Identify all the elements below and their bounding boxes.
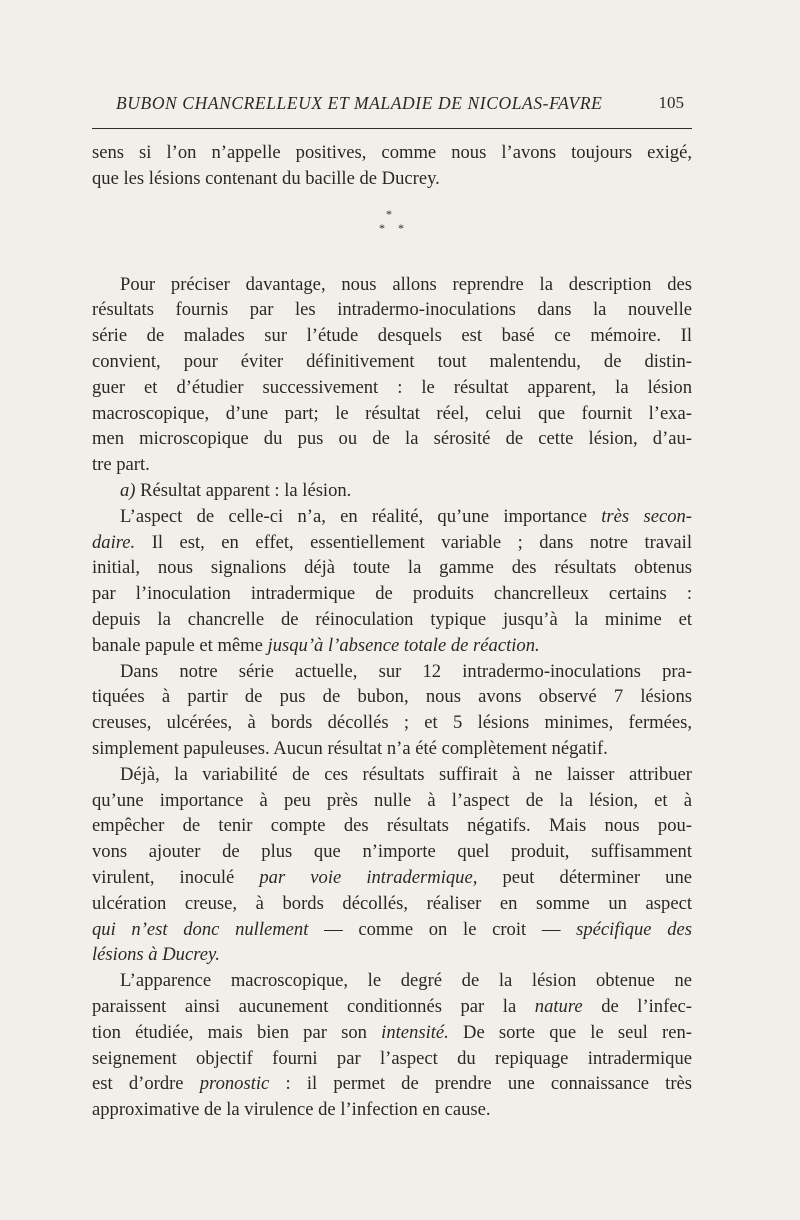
text-line: qu’une importance à peu près nulle à l’aspect de la lésion, et à [92, 789, 692, 811]
italic-segment: jusqu’à l’absence totale de réaction. [267, 634, 540, 656]
text-line: empêcher de tenir compte des résultats négatifs. Mais nous pou- [92, 815, 692, 837]
text-line: sens si l’on n’appelle positives, comme nous l’avons toujours exigé, [92, 142, 692, 163]
text-line: Dans notre série actuelle, sur 12 intradermo-inoculations pra- [120, 660, 692, 682]
text-line: men microscopique du pus ou de la sérosité de cette lésion, d’au- [92, 428, 692, 450]
italic-segment: intensité. [381, 1021, 449, 1043]
text-segment: banale papule et même [92, 634, 268, 656]
text-line: série de malades sur l’étude desquels est basé ce mémoire. Il [92, 325, 692, 347]
text-line [92, 865, 692, 891]
text-line: depuis la chancrelle de réinoculation typique jusqu’à la minime et [92, 608, 692, 630]
text-line [92, 994, 692, 1020]
text-line: creuses, ulcérées, à bords décollés ; et 5 lésions minimes, fermées, [92, 712, 692, 734]
text-line: par l’inoculation intradermique de produits chancrelleux certains : [92, 583, 692, 605]
section-heading [92, 478, 692, 504]
text-line: seignement objectif fourni par l’aspect du repiquage intradermique [92, 1047, 692, 1069]
text-line: simplement papuleuses. Aucun résultat n’a été complètement négatif. [92, 737, 608, 759]
italic-segment: pronostic [199, 1073, 270, 1095]
text-line: que les lésions contenant du bacille de Ducrey. [92, 167, 440, 189]
text-line [92, 504, 692, 530]
text-line [92, 1020, 692, 1046]
italic-segment: nature [534, 995, 583, 1017]
text-line: convient, pour éviter définitivement tout malentendu, de distin- [92, 350, 692, 372]
text-line [92, 1071, 692, 1097]
italic-segment: très secon- [601, 505, 692, 527]
italic-segment: qui n’est donc nullement [92, 918, 309, 940]
text-segment: peut déterminer une [477, 866, 692, 888]
running-title: BUBON CHANCRELLEUX ET MALADIE DE NICOLAS-FAVRE [116, 93, 603, 113]
running-header [100, 93, 690, 119]
text-line: initial, nous signalions déjà toute la gamme des résultats obtenus [92, 557, 692, 579]
italic-segment: lésions à Ducrey. [92, 944, 220, 966]
text-segment: paraissent ainsi aucunement conditionnés par la [92, 995, 535, 1017]
text-segment: De sorte que le seul ren- [448, 1021, 692, 1043]
asterism-divider [92, 198, 692, 246]
text-segment: de l’infec- [582, 995, 692, 1017]
text-line: ulcération creuse, à bords décollés, réaliser en somme un aspect [92, 892, 692, 914]
text-line: tiquées à partir de pus de bubon, nous avons observé 7 lésions [92, 686, 692, 708]
text-segment: : il permet de prendre une connaissance très [269, 1073, 693, 1095]
section-letter: a) [120, 479, 136, 501]
text-segment: virulent, inoculé [92, 866, 260, 888]
text-line: tre part. [92, 454, 150, 476]
italic-segment: par voie intradermique, [259, 866, 478, 888]
text-segment: Il est, en effet, essentiellement variable ; dans notre travail [135, 531, 692, 553]
text-line: guer et d’étudier successivement : le résultat apparent, la lésion [92, 376, 692, 398]
text-line [92, 917, 692, 943]
page-number: 105 [658, 93, 684, 112]
text-line: vons ajouter de plus que n’importe quel produit, suffisamment [92, 841, 692, 863]
header-rule [92, 128, 692, 129]
text-line [92, 633, 692, 659]
text-line: résultats fournis par les intradermo-inoculations dans la nouvelle [92, 299, 692, 321]
text-line: macroscopique, d’une part; le résultat réel, celui que fournit l’exa- [92, 402, 692, 424]
body-text [92, 140, 692, 1123]
text-line: L’apparence macroscopique, le degré de la lésion obtenue ne [120, 970, 692, 992]
text-line [92, 530, 692, 556]
asterism-star: * [386, 206, 392, 221]
section-title: Résultat apparent : la lésion. [135, 479, 352, 501]
text-segment: — comme on le croit — [308, 918, 577, 940]
text-segment: L’aspect de celle-ci n’a, en réalité, qu’une importance [120, 505, 602, 527]
text-line: Déjà, la variabilité de ces résultats suffirait à ne laisser attribuer [120, 763, 692, 785]
asterism-stars: * * [379, 220, 409, 235]
text-segment: tion étudiée, mais bien par son [92, 1021, 382, 1043]
italic-segment: spécifique des [576, 918, 692, 940]
text-segment: est d’ordre [92, 1073, 200, 1095]
text-line [92, 942, 692, 968]
italic-segment: daire. [92, 531, 136, 553]
text-line: Pour préciser davantage, nous allons reprendre la description des [120, 273, 692, 295]
text-line: approximative de la virulence de l’infection en cause. [92, 1099, 491, 1121]
